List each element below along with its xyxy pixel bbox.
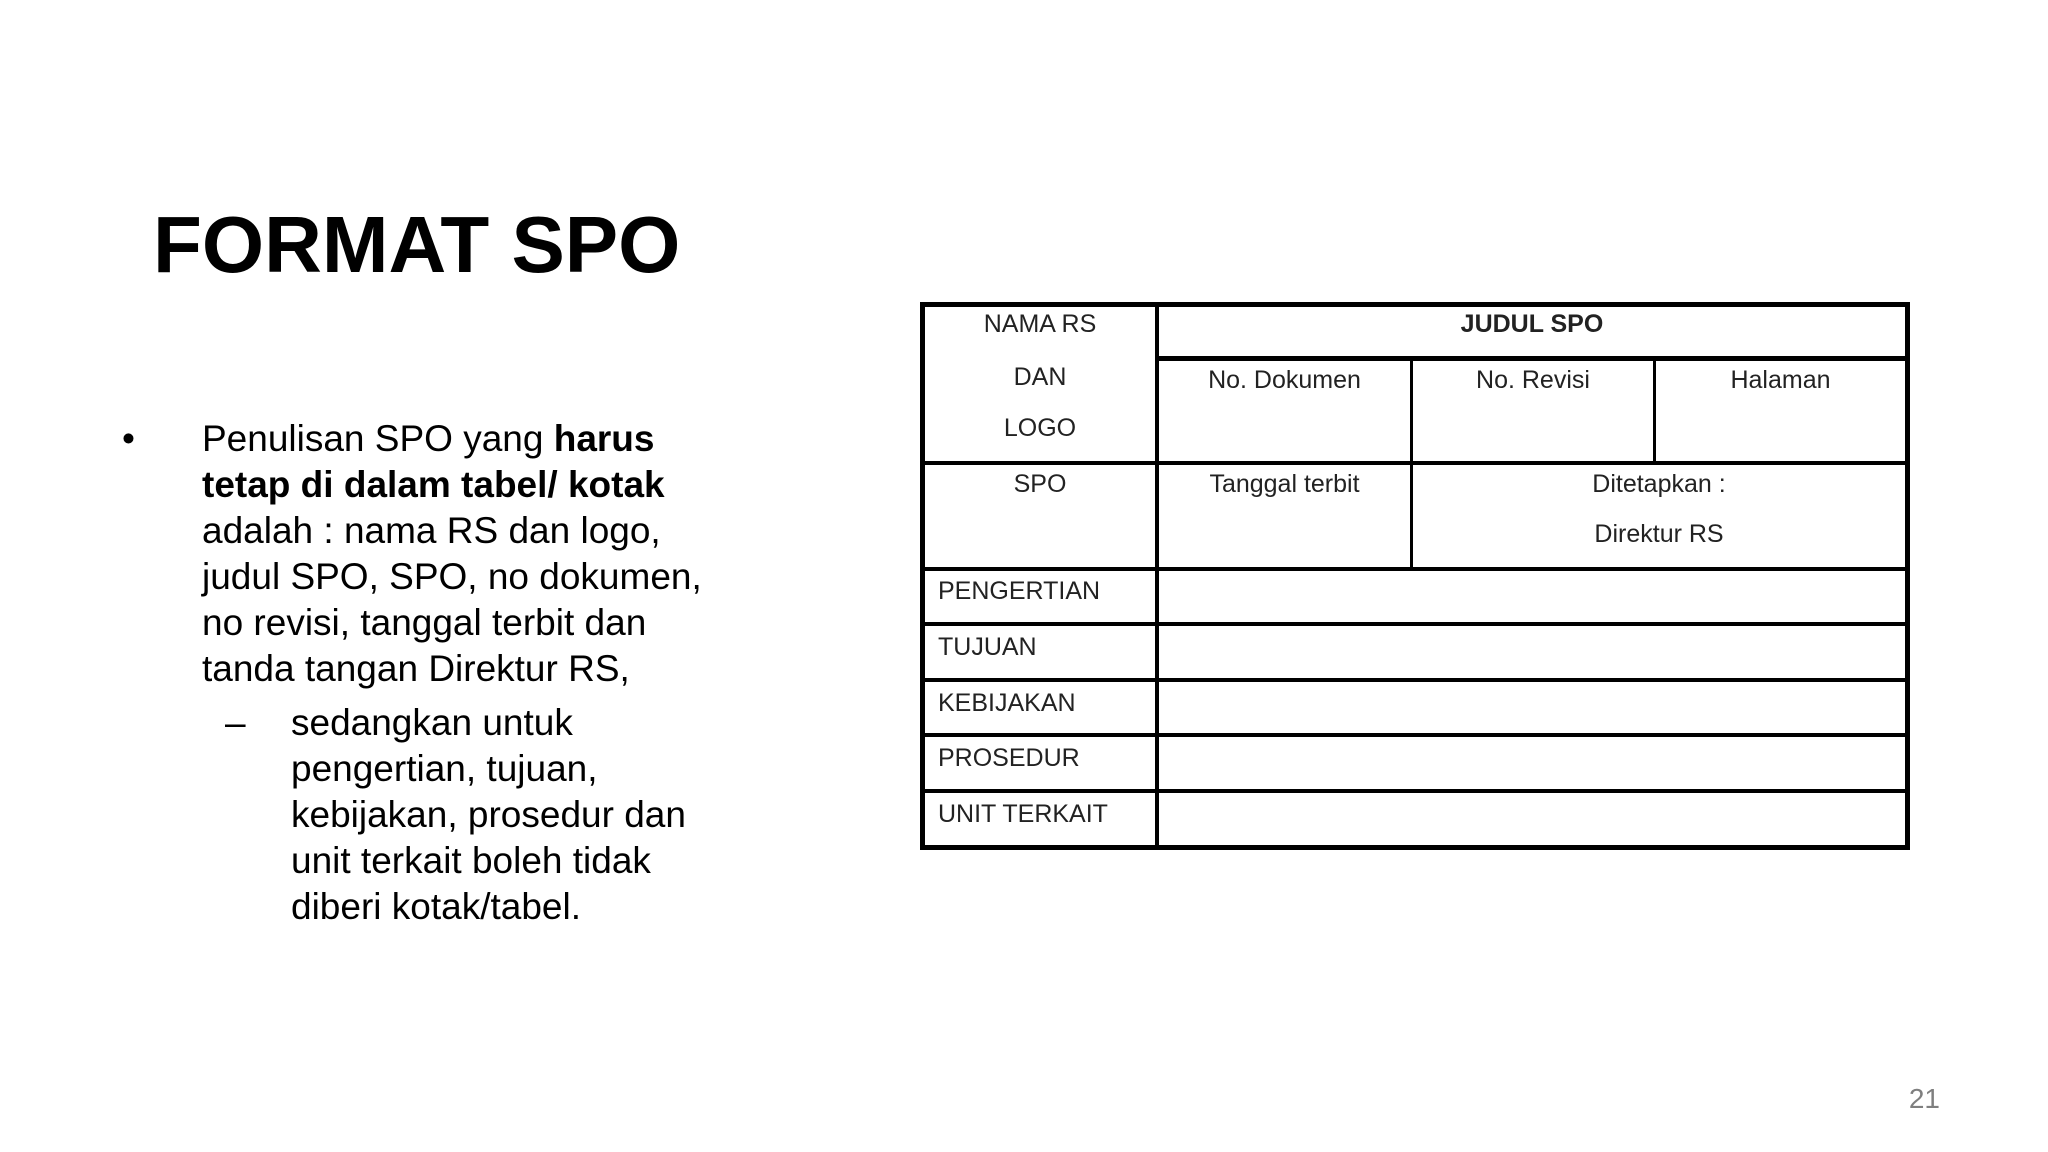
divider-header-row xyxy=(925,461,1905,465)
sub-bullet-text: sedangkan untuk pengertian, tujuan, kebijakan, prosedur dan unit terkait boleh tidak diberi kotak/tabel. xyxy=(291,702,686,927)
divider-row-3 xyxy=(925,733,1905,737)
cell-no-revisi: No. Revisi xyxy=(1476,366,1590,394)
cell-judul-spo: JUDUL SPO xyxy=(1460,310,1604,338)
divider-row-1 xyxy=(925,622,1905,626)
row-label-pengertian: PENGERTIAN xyxy=(938,577,1101,605)
cell-nama-rs-line2: DAN xyxy=(1013,363,1067,391)
bullet-text xyxy=(202,416,702,692)
cell-nama-rs-line3: LOGO xyxy=(1003,414,1077,442)
row-label-tujuan: TUJUAN xyxy=(938,633,1037,661)
sub-bullet-item xyxy=(120,700,710,930)
bullet-marker: • xyxy=(122,418,135,459)
sub-bullet-marker: – xyxy=(225,702,246,743)
divider-row-2 xyxy=(925,678,1905,682)
row-label-prosedur: PROSEDUR xyxy=(938,744,1080,772)
divider-judul xyxy=(1157,356,1905,361)
cell-halaman: Halaman xyxy=(1730,366,1831,394)
bullet-list xyxy=(120,416,710,930)
cell-nama-rs-line1: NAMA RS xyxy=(983,310,1097,338)
divider-row-4 xyxy=(925,789,1905,793)
cell-direktur-rs: Direktur RS xyxy=(1594,520,1724,548)
bullet-text-prefix: Penulisan SPO yang xyxy=(202,418,554,459)
slide-title: FORMAT SPO xyxy=(153,200,681,289)
cell-spo: SPO xyxy=(1013,470,1067,498)
bullet-text-bold: harus tetap di dalam tabel/ kotak xyxy=(202,418,665,505)
page-number: 21 xyxy=(1908,1083,1940,1114)
row-label-kebijakan: KEBIJAKAN xyxy=(938,689,1076,717)
cell-no-dokumen: No. Dokumen xyxy=(1208,366,1361,394)
divider-spo-row xyxy=(925,567,1905,571)
spo-form-table xyxy=(920,302,1910,850)
cell-ditetapkan: Ditetapkan : xyxy=(1592,470,1726,498)
cell-tanggal-terbit: Tanggal terbit xyxy=(1209,470,1360,498)
row-label-unit-terkait: UNIT TERKAIT xyxy=(938,800,1108,828)
bullet-text-suffix: adalah : nama RS dan logo, judul SPO, SPO, no dokumen, no revisi, tanggal terbit dan tanda tangan Direktur RS, xyxy=(202,510,702,689)
bullet-item xyxy=(120,416,710,692)
